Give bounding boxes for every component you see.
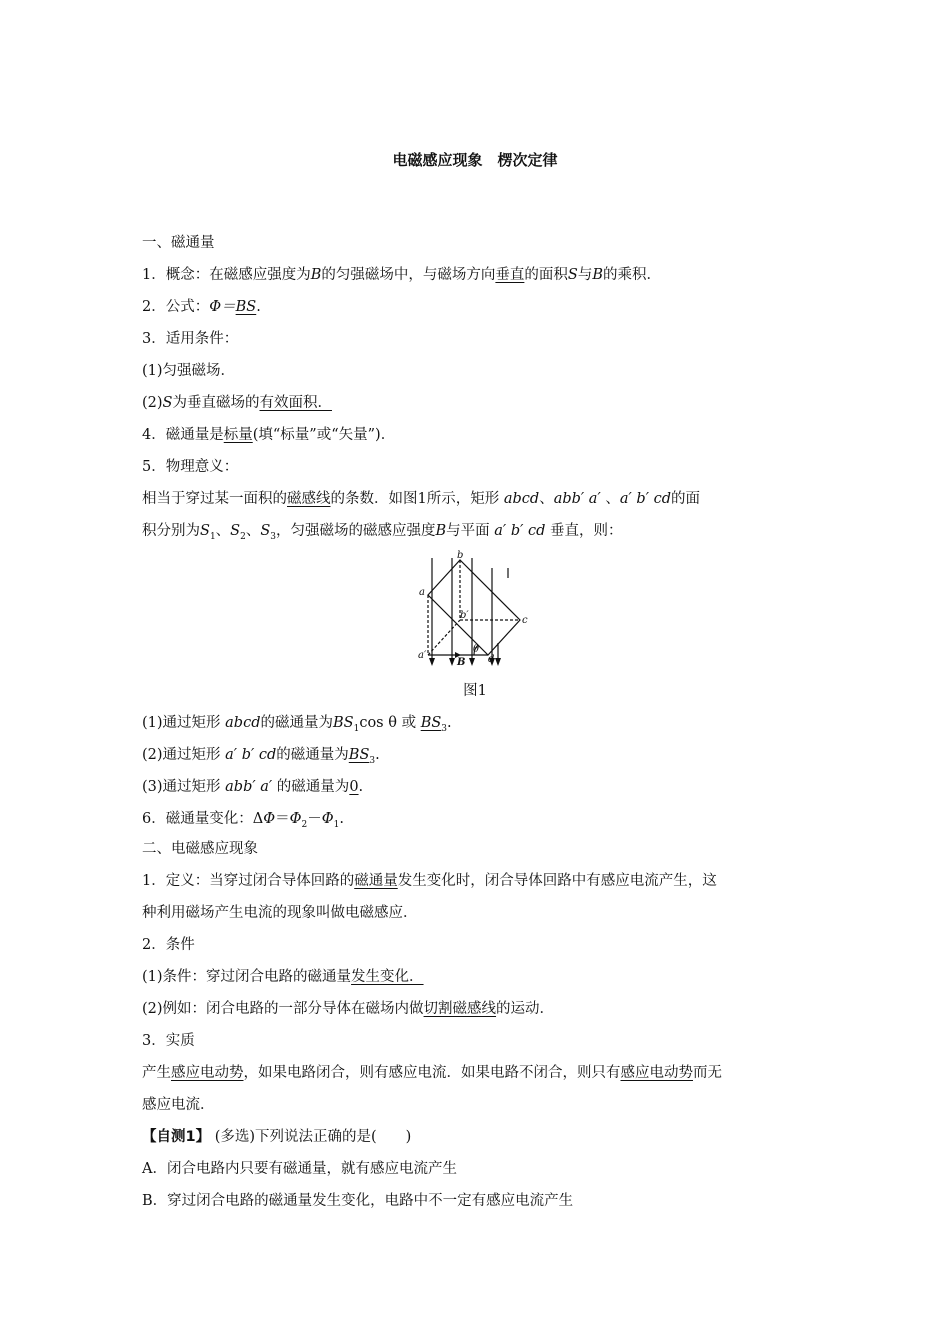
arrow-head (469, 658, 475, 666)
definition-line-2: 种利用磁场产生电流的现象叫做电磁感应． (142, 905, 418, 921)
dashed-aprime-bprime (428, 620, 460, 655)
figure-1-diagram (410, 548, 545, 670)
label-b-prime: b′ (460, 610, 469, 621)
conditions-heading: 3．适用条件： (142, 331, 239, 347)
arrow-head (495, 658, 501, 666)
label-a: a (419, 587, 425, 598)
scalar-line: 4．磁通量是标量(填“标量”或“矢量”)． (142, 427, 396, 443)
essence-heading: 3．实质 (142, 1033, 195, 1049)
condition-line-1: (1)条件：穿过闭合电路的磁通量发生变化． (142, 969, 424, 985)
meaning-line-1: 相当于穿过某一面积的磁感线的条数．如图1所示，矩形 abcd、abb′ a′ 、a′ b′ cd的面 (142, 491, 700, 507)
section-heading-induction: 二、电磁感应现象 (142, 841, 258, 857)
label-c: c (522, 615, 528, 626)
label-theta: θ (473, 644, 480, 655)
essence-line-1: 产生感应电动势，如果电路闭合，则有感应电流．如果电路不闭合，则只有感应电动势而无 (142, 1065, 722, 1081)
label-d: d (488, 654, 495, 665)
label-b: b (457, 550, 464, 561)
page-title: 电磁感应现象 楞次定律 (392, 151, 558, 169)
rectangle-abcd (428, 560, 520, 655)
concept-line: 1．概念：在磁感应强度为B的匀强磁场中，与磁场方向垂直的面积S与B的乘积． (142, 267, 661, 283)
essence-line-2: 感应电流． (142, 1097, 215, 1113)
definition-line-1: 1．定义：当穿过闭合导体回路的磁通量发生变化时，闭合导体回路中有感应电流产生，这 (142, 873, 717, 889)
flux-answer-1: (1)通过矩形 abcd的磁通量为$BS_1\cos$ θ 或 $BS_3$. (142, 715, 452, 734)
arrow-head (429, 658, 435, 666)
figure-caption: 图1 (463, 683, 487, 699)
meaning-line-2: 积分别为$S_1$、$S_2$、$S_3$，匀强磁场的磁感应强度B与平面 a′ b′ cd 垂直，则： (142, 523, 623, 542)
flux-answer-3: (3)通过矩形 abb′ a′ 的磁通量为0. (142, 779, 364, 795)
formula-line: 2．公式：Φ＝BS. (142, 299, 261, 315)
meaning-heading: 5．物理意义： (142, 459, 239, 475)
flux-answer-2: (2)通过矩形 a′ b′ cd的磁通量为$BS_3$. (142, 747, 380, 766)
quiz-option-b: B．穿过闭合电路的磁通量发生变化，电路中不一定有感应电流产生 (142, 1193, 574, 1209)
condition-2: (2)S为垂直磁场的有效面积． (142, 395, 332, 411)
label-a-prime: a′ (418, 650, 427, 661)
quiz-question: 【自测1】 (多选)下列说法正确的是( ) (142, 1129, 412, 1145)
quiz-option-a: A．闭合电路内只要有磁通量，就有感应电流产生 (142, 1161, 457, 1177)
condition-1: (1)匀强磁场． (142, 363, 236, 379)
section-heading-flux: 一、磁通量 (142, 235, 215, 251)
label-B: B (457, 657, 466, 668)
condition-heading: 2．条件 (142, 937, 195, 953)
condition-line-2: (2)例如：闭合电路的一部分导体在磁场内做切割磁感线的运动． (142, 1001, 555, 1017)
flux-change-line: 6．磁通量变化：$\Delta\Phi=\Phi_2-\Phi_1$. (142, 811, 344, 830)
arrow-head (449, 658, 455, 666)
